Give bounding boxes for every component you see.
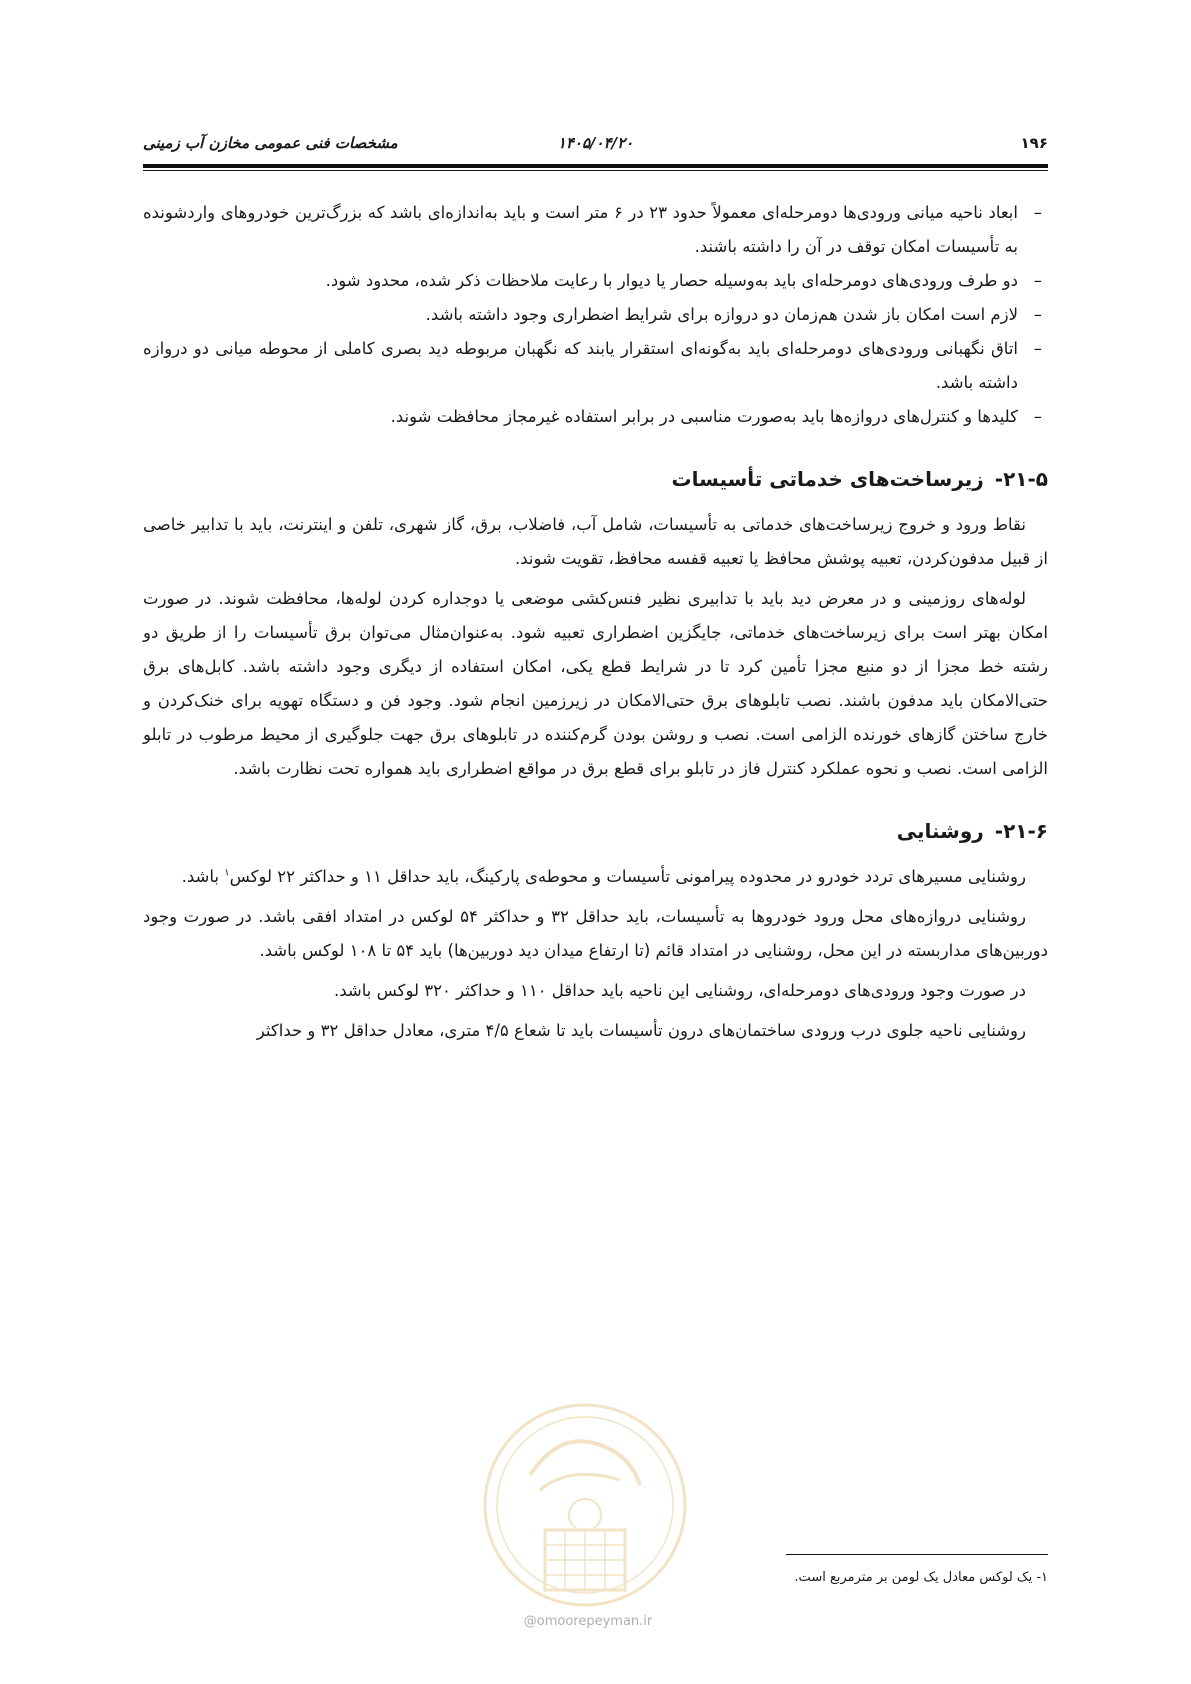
paragraph-text: روشنایی مسیرهای تردد خودرو در محدوده پیرامونی تأسیسات و محوطه‌ی پارکینگ، باید حداقل ۱۱ و حداکثر ۲۲ لوکس — [229, 867, 1026, 886]
list-item: – دو طرف ورودی‌های دومرحله‌ای باید به‌وسیله حصار یا دیوار با رعایت ملاحظات ذکر شده، محدود شود. — [143, 264, 1048, 298]
watermark-logo — [470, 1390, 700, 1630]
list-item: – لازم است امکان باز شدن هم‌زمان دو دروازه برای شرایط اضطراری وجود داشته باشد. — [143, 298, 1048, 332]
list-item: – کلیدها و کنترل‌های دروازه‌ها باید به‌صورت مناسبی در برابر استفاده غیرمجاز محافظت شوند. — [143, 400, 1048, 434]
section-number: ۲۱-۵- — [994, 467, 1048, 491]
section-title: روشنایی — [896, 819, 984, 843]
paragraph: نقاط ورود و خروج زیرساخت‌های خدماتی به تأسیسات، شامل آب، فاضلاب، برق، گاز شهری، تلفن و اینترنت، باید با تدابیر خاصی از قبیل مدفون‌کردن، تعبیه پوشش محافظ یا تعبیه قفسه محافظ، تقویت شوند. — [143, 515, 1048, 568]
section-title: زیرساخت‌های خدماتی تأسیسات — [671, 467, 984, 491]
header-title: مشخصات فنی عمومی مخازن آب زمینی — [143, 134, 398, 152]
paragraph-text: باشد. — [181, 867, 225, 886]
list-item: – ابعاد ناحیه میانی ورودی‌ها دومرحله‌ای معمولاً حدود ۲۳ در ۶ متر است و باید به‌اندازه‌ای باشد که بزرگ‌ترین خودروهای واردشونده به تأسیسات امکان توقف در آن را داشته باشند. — [143, 196, 1048, 264]
paragraph: روشنایی ناحیه جلوی درب ورودی ساختمان‌های درون تأسیسات باید تا شعاع ۴/۵ متری، معادل حداقل ۳۲ و حداکثر — [256, 1021, 1026, 1040]
watermark-text: @omoorepeyman.ir — [523, 1614, 653, 1629]
section-heading-6 — [143, 814, 1048, 848]
paragraph: روشنایی دروازه‌های محل ورود خودروها به تأسیسات، باید حداقل ۳۲ و حداکثر ۵۴ لوکس در امتداد افقی باشد. در صورت وجود دوربین‌های مداربسته در این محل، روشنایی در امتداد قائم (تا ارتفاع میدان دید دوربین‌ها) باید ۵۴ تا ۱۰۸ لوکس باشد. — [143, 907, 1048, 960]
footnote-rule — [786, 1554, 1048, 1555]
header-date: ۱۴۰۵/۰۴/۲۰ — [557, 134, 634, 152]
paragraph: لوله‌های روزمینی و در معرض دید باید با تدابیری نظیر فنس‌کشی موضعی یا دوجداره کردن لوله‌ها، محافظت شوند. در صورت امکان بهتر است برای زیرساخت‌های خدماتی، جایگزین اضطراری تعبیه شود. به‌عنوان‌مثال می‌توان برق تأسیسات را از طریق دو رشته خط مجزا از دو منبع مجزا تأمین کرد تا در شرایط قطع یکی، امکان استفاده از دیگری وجود داشته باشد. کابل‌های برق حتی‌الامکان باید مدفون باشند. نصب تابلوهای برق حتی‌الامکان در زیرزمین انجام شود. وجود فن و دستگاه تهویه برای خنک‌کردن و خارج ساختن گازهای خورنده الزامی است. نصب و روشن بودن گرم‌کننده در تابلوهای برق جهت جلوگیری از محیط مرطوب در تابلو الزامی است. نصب و نحوه عملکرد کنترل فاز در تابلو برای قطع برق در مواقع اضطراری باید همواره تحت نظارت باشد. — [143, 589, 1048, 778]
bullet-list — [143, 196, 1048, 434]
paragraph — [143, 860, 1048, 894]
footnote-reference[interactable]: ۱ — [224, 867, 230, 879]
header-rule-thin — [143, 170, 1048, 171]
section-number: ۲۱-۶- — [994, 819, 1048, 843]
header-rule — [143, 164, 1048, 168]
running-header — [143, 128, 1048, 158]
page-number: ۱۹۶ — [1020, 134, 1048, 152]
paragraph: در صورت وجود ورودی‌های دومرحله‌ای، روشنایی این ناحیه باید حداقل ۱۱۰ و حداکثر ۳۲۰ لوکس باشد. — [333, 981, 1026, 1000]
footnote: ۱- یک لوکس معادل یک لومن بر مترمربع است. — [794, 1570, 1048, 1585]
section-heading-5 — [143, 462, 1048, 496]
page-body — [143, 196, 1048, 1054]
list-item: – اتاق نگهبانی ورودی‌های دومرحله‌ای باید به‌گونه‌ای استقرار یابند که نگهبان مربوطه دید بصری کاملی از محوطه میانی دو دروازه داشته باشد. — [143, 332, 1048, 400]
